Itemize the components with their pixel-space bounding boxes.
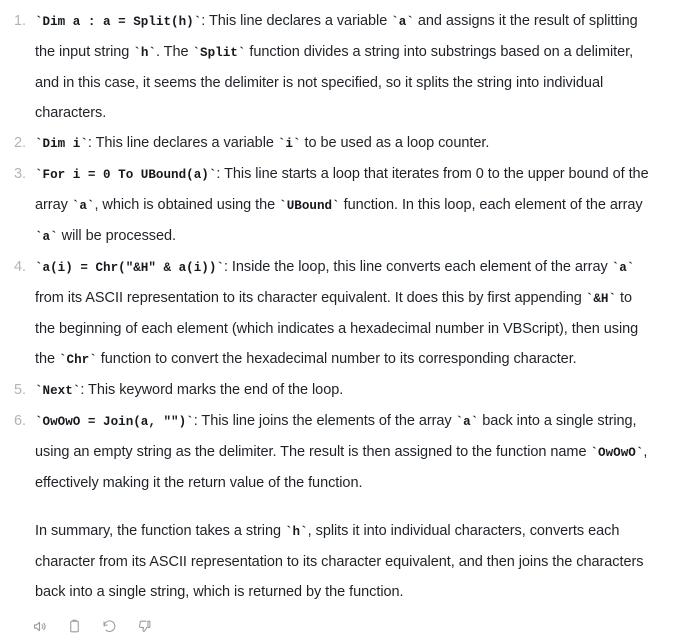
text-run: : This line declares a variable	[201, 13, 392, 29]
list-item	[0, 252, 681, 375]
inline-code: `For i = 0 To UBound(a)`	[35, 168, 217, 182]
inline-code: `a`	[611, 261, 635, 275]
text-run: : Inside the loop, this line converts each element of the array	[223, 259, 612, 275]
copy-icon	[67, 619, 82, 634]
text-run: , splits it into individual characters, converts each character from its ASCII representation to its character equivalent, and then joins the characters back into a single string, which is returned by the function.	[35, 523, 644, 600]
inline-code: `a`	[391, 15, 414, 29]
regenerate-button[interactable]	[97, 615, 122, 637]
thumbs-down-button[interactable]	[132, 615, 157, 637]
inline-code: `OwOwO = Join(a, "")`	[35, 415, 194, 429]
inline-code: `Dim i`	[35, 137, 88, 151]
text-run: function divides a string into substrings based on a delimiter, and in this case, it seems the delimiter is not specified, so it splits the string into individual characters.	[35, 44, 634, 121]
text-run: : This line joins the elements of the array	[193, 413, 456, 429]
text-run: to be used as a loop counter.	[300, 135, 490, 151]
thumbs-down-icon	[137, 619, 152, 634]
summary-paragraph	[0, 498, 681, 607]
text-run: function to convert the hexadecimal number to its corresponding character.	[96, 351, 577, 367]
message-action-bar	[0, 607, 681, 637]
text-run: In summary, the function takes a string	[35, 523, 285, 539]
text-run: and assigns it the result of splitting the input string	[35, 13, 638, 60]
text-run: : This line declares a variable	[87, 135, 278, 151]
list-item	[0, 0, 681, 128]
list-item	[0, 406, 681, 498]
inline-code: `a`	[455, 415, 479, 429]
inline-code: `i`	[277, 137, 301, 151]
inline-code: `&H`	[585, 292, 616, 306]
inline-code: `OwOwO`	[590, 446, 644, 460]
text-run: function. In this loop, each element of the array	[339, 197, 643, 213]
regenerate-icon	[102, 619, 117, 634]
inline-code: `UBound`	[279, 199, 340, 213]
text-run: back into a single string, using an empty string as the delimiter. The result is then assigned to the function name	[35, 413, 637, 460]
inline-code: `a`	[35, 230, 58, 244]
inline-code: `Split`	[192, 46, 246, 60]
list-item	[0, 375, 681, 406]
text-run: : This line starts a loop that iterates from 0 to the upper bound of the array	[35, 166, 649, 213]
inline-code: `h`	[284, 525, 308, 539]
inline-code: `Dim a : a = Split(h)`	[35, 15, 202, 29]
inline-code: `a(i) = Chr("&H" & a(i))`	[35, 261, 224, 275]
text-run: , effectively making it the return value of the function.	[35, 444, 648, 491]
read-aloud-icon	[32, 619, 47, 634]
list-item	[0, 128, 681, 159]
text-run: to the beginning of each element (which indicates a hexadecimal number in VBScript), then using the	[35, 290, 639, 367]
list-item	[0, 159, 681, 252]
inline-code: `a`	[71, 199, 95, 213]
text-run: , which is obtained using the	[94, 197, 280, 213]
text-run: : This keyword marks the end of the loop.	[80, 382, 344, 398]
read-aloud-button[interactable]	[27, 615, 52, 637]
inline-code: `h`	[133, 46, 156, 60]
text-run: from its ASCII representation to its character equivalent. It does this by first appending	[35, 290, 586, 306]
inline-code: `Chr`	[59, 353, 97, 367]
copy-button[interactable]	[62, 615, 87, 637]
text-run: . The	[155, 44, 193, 60]
text-run: will be processed.	[57, 228, 177, 244]
inline-code: `Next`	[35, 384, 81, 398]
